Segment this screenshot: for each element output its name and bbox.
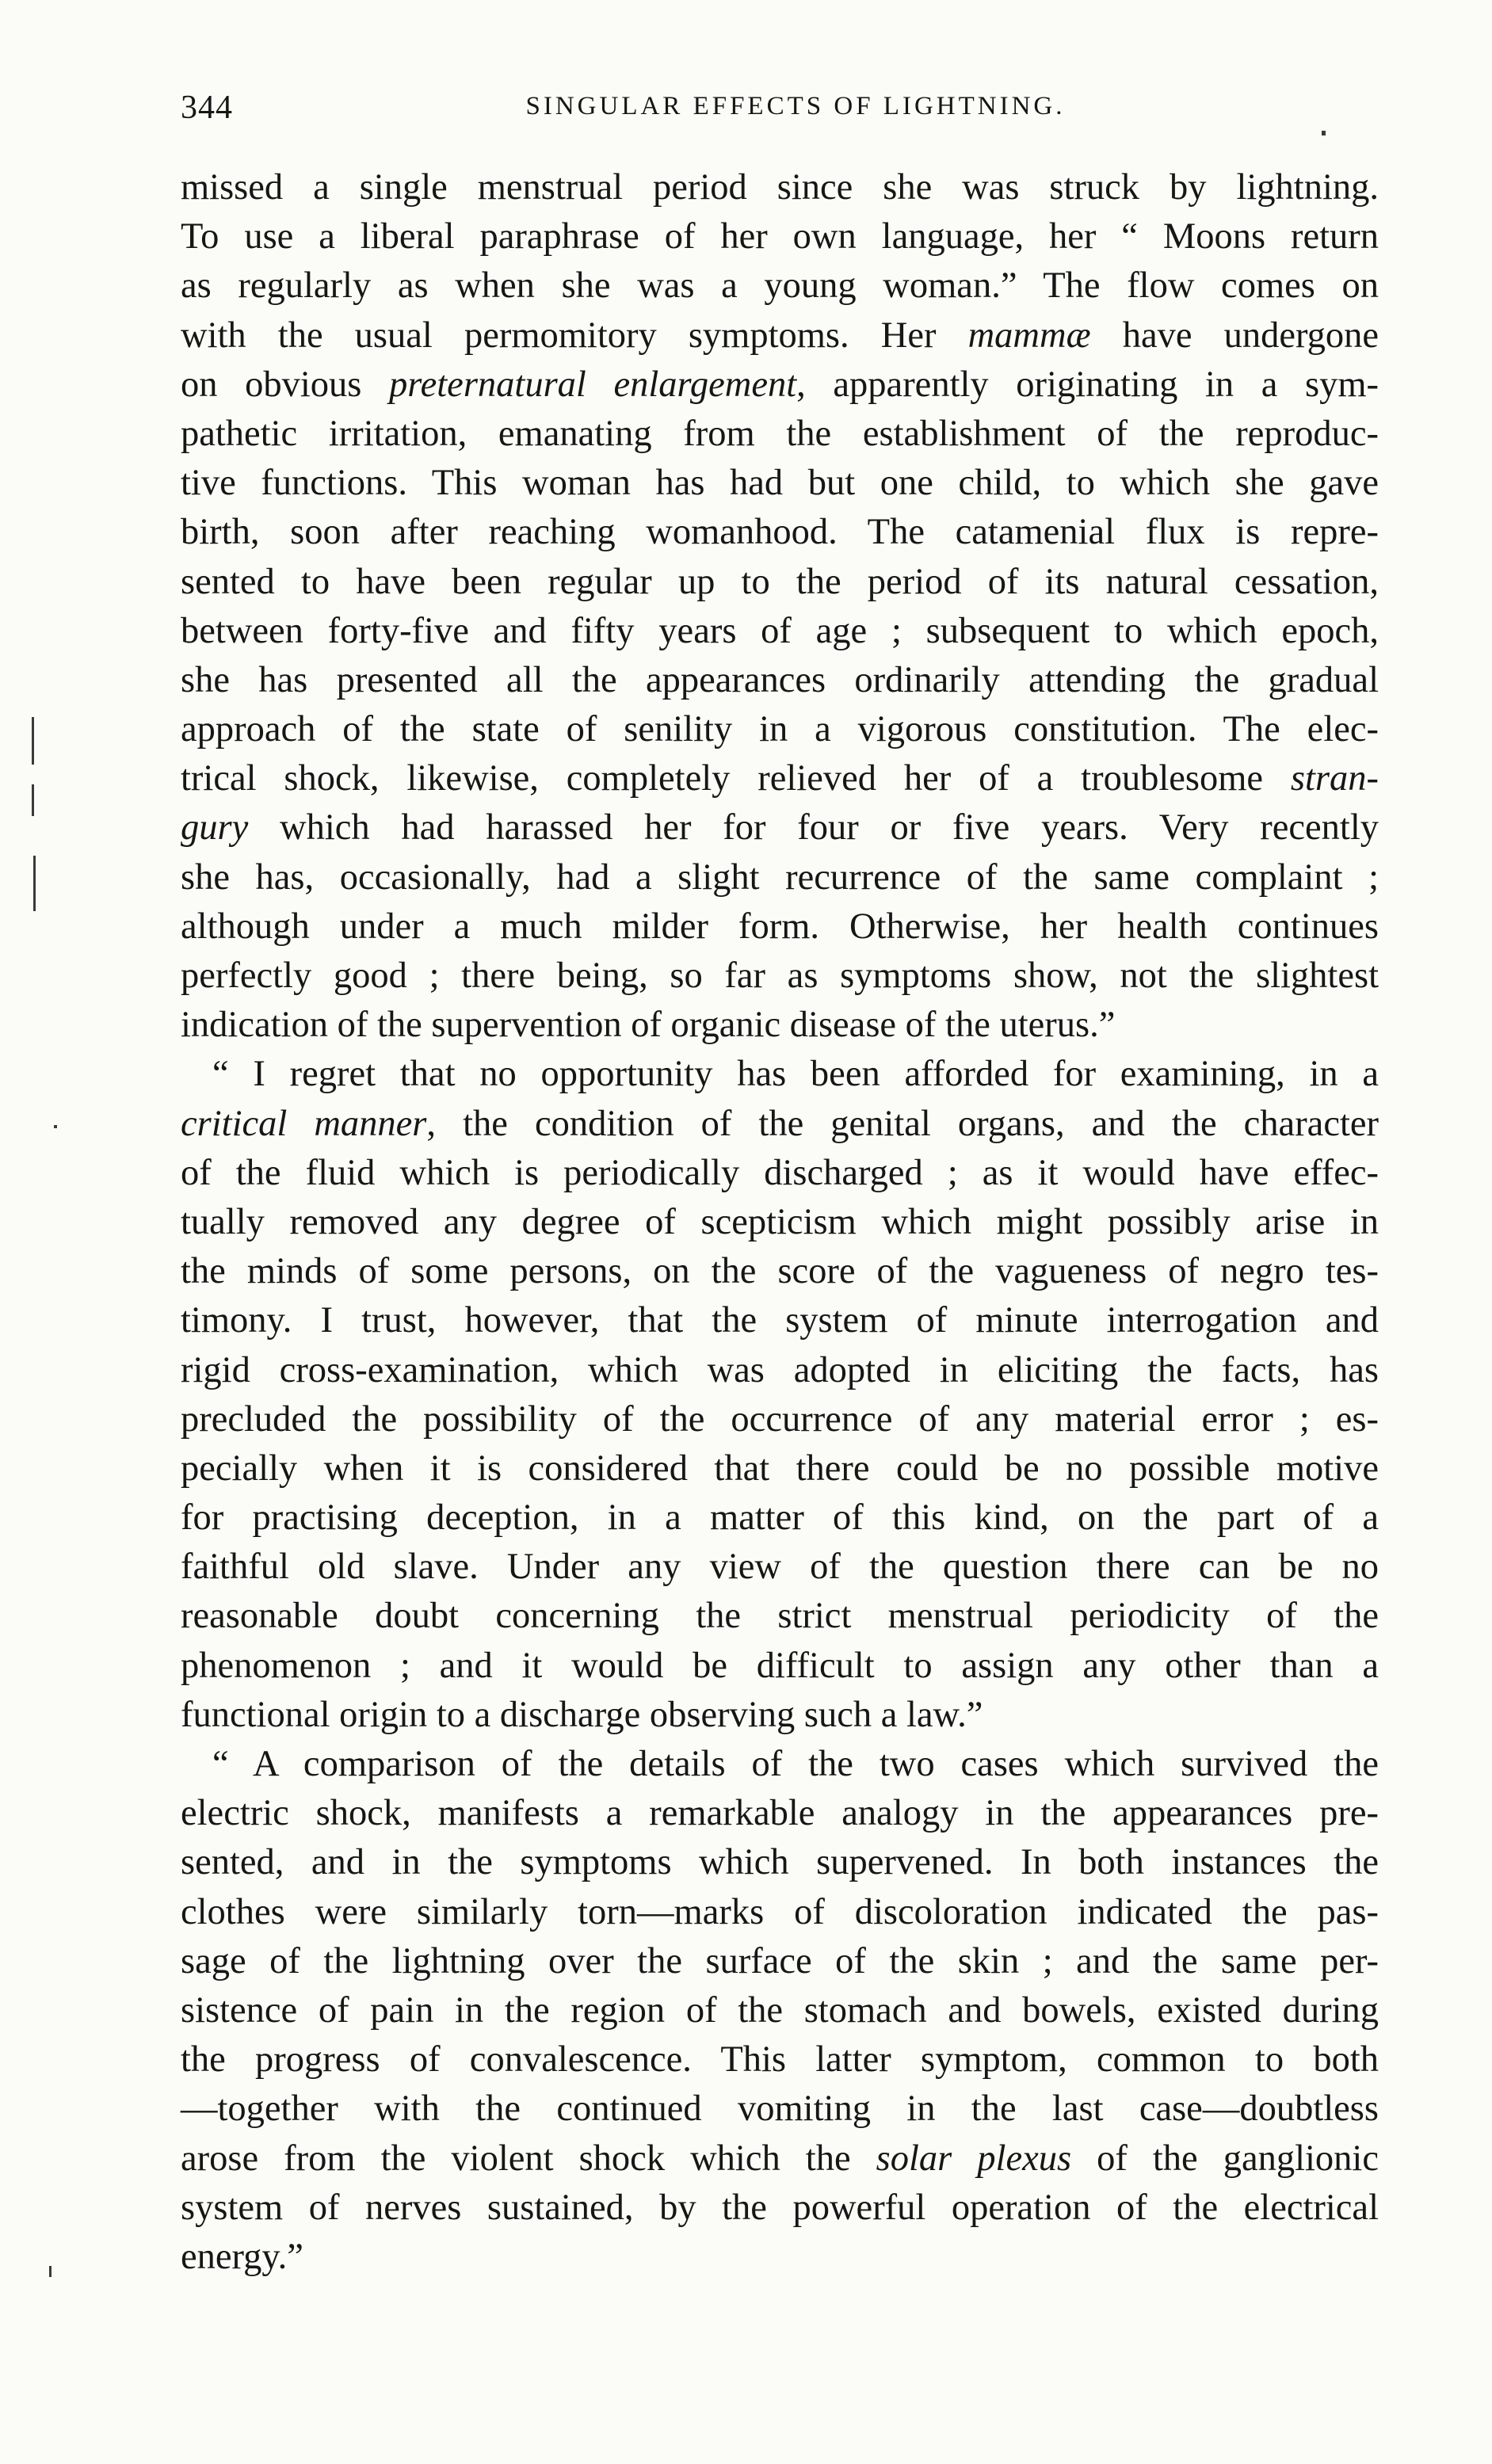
italic-phrase: stran-: [1290, 758, 1379, 799]
text-line: gury which had harassed her for four or five years. Very recently: [181, 807, 1379, 849]
text-line: with the usual permomitory symptoms. Her mammæ have undergone: [181, 315, 1379, 356]
text-line: sented to have been regular up to the period of its natural cessation,: [181, 561, 1379, 602]
text-line: as regularly as when she was a young woman.” The flow comes on: [181, 265, 1379, 307]
italic-phrase: mammæ: [967, 315, 1091, 356]
text-line: approach of the state of senility in a vigorous constitution. The elec-: [181, 709, 1379, 750]
text-line: pathetic irritation, emanating from the establishment of the reproduc-: [181, 413, 1379, 454]
text-line: phenomenon ; and it would be difficult to assign any other than a: [181, 1645, 1379, 1686]
text-line: sage of the lightning over the surface of the skin ; and the same per-: [181, 1940, 1379, 1981]
text-line: reasonable doubt concerning the strict menstrual periodicity of the: [181, 1596, 1379, 1637]
page-number: 344: [181, 90, 233, 126]
text-line: the progress of convalescence. This latter symptom, common to both: [181, 2039, 1379, 2081]
text-line: perfectly good ; there being, so far as symptoms show, not the slightest: [181, 955, 1379, 996]
body-text: [181, 163, 1379, 2282]
text-line: indication of the supervention of organic disease of the uterus.”: [181, 1005, 1116, 1046]
text-line: although under a much milder form. Otherwise, her health continues: [181, 906, 1379, 947]
italic-phrase: critical manner: [181, 1103, 427, 1144]
running-title: SINGULAR EFFECTS OF LIGHTNING.: [525, 92, 1066, 120]
text-line: missed a single menstrual period since she was struck by lightning.: [181, 167, 1379, 208]
scan-speck: [1322, 131, 1326, 135]
italic-phrase: solar plexus: [876, 2138, 1072, 2179]
text-line: arose from the violent shock which the solar plexus of the ganglionic: [181, 2138, 1379, 2179]
text-line: faithful old slave. Under any view of the question there can be no: [181, 1547, 1379, 1588]
text-line: timony. I trust, however, that the system of minute interrogation and: [181, 1300, 1379, 1341]
text-line: electric shock, manifests a remarkable analogy in the appearances pre-: [181, 1793, 1379, 1834]
text-line: critical manner, the condition of the genital organs, and the character: [181, 1103, 1379, 1144]
text-line: the minds of some persons, on the score of the vagueness of negro tes-: [181, 1251, 1379, 1292]
text-line: sistence of pain in the region of the stomach and bowels, existed during: [181, 1989, 1379, 2031]
text-line: functional origin to a discharge observing such a law.”: [181, 1694, 983, 1735]
text-line: clothes were similarly torn—marks of discoloration indicated the pas-: [181, 1891, 1379, 1932]
text-line: tually removed any degree of scepticism which might possibly arise in: [181, 1201, 1379, 1242]
running-head: [181, 89, 1379, 136]
scan-speck: [32, 784, 34, 816]
italic-phrase: gury: [181, 807, 249, 849]
text-line: for practising deception, in a matter of this kind, on the part of a: [181, 1497, 1379, 1539]
text-line: she has, occasionally, had a slight recurrence of the same complaint ;: [181, 856, 1379, 898]
text-line: she has presented all the appearances ordinarily attending the gradual: [181, 659, 1379, 700]
text-line: on obvious preternatural enlargement, apparently originating in a sym-: [181, 364, 1379, 405]
italic-phrase: preternatural enlargement: [389, 364, 797, 405]
scan-speck: [32, 717, 34, 765]
text-line: between forty-five and fifty years of age ; subsequent to which epoch,: [181, 610, 1379, 651]
text-line: energy.”: [181, 2236, 303, 2277]
text-line: system of nerves sustained, by the powerful operation of the electrical: [181, 2187, 1379, 2228]
text-line: “ A comparison of the details of the two cases which survived the: [212, 1744, 1379, 1784]
text-line: sented, and in the symptoms which supervened. In both instances the: [181, 1842, 1379, 1883]
text-line: precluded the possibility of the occurrence of any material error ; es-: [181, 1398, 1379, 1440]
text-line: birth, soon after reaching womanhood. The catamenial flux is repre-: [181, 512, 1379, 553]
text-line: To use a liberal paraphrase of her own language, her “ Moons return: [181, 216, 1379, 257]
text-line: of the fluid which is periodically discharged ; as it would have effec-: [181, 1152, 1379, 1193]
text-line: “ I regret that no opportunity has been afforded for examining, in a: [212, 1054, 1379, 1095]
scan-speck: [49, 2266, 52, 2277]
text-line: pecially when it is considered that there could be no possible motive: [181, 1448, 1379, 1489]
text-line: trical shock, likewise, completely relieved her of a troublesome stran-: [181, 758, 1379, 799]
text-line: —together with the continued vomiting in the last case—doubtless: [181, 2088, 1379, 2130]
scan-speck: [54, 1125, 57, 1128]
scan-speck: [33, 856, 36, 911]
text-line: rigid cross-examination, which was adopted in eliciting the facts, has: [181, 1349, 1379, 1390]
text-line: tive functions. This woman has had but one child, to which she gave: [181, 463, 1379, 504]
